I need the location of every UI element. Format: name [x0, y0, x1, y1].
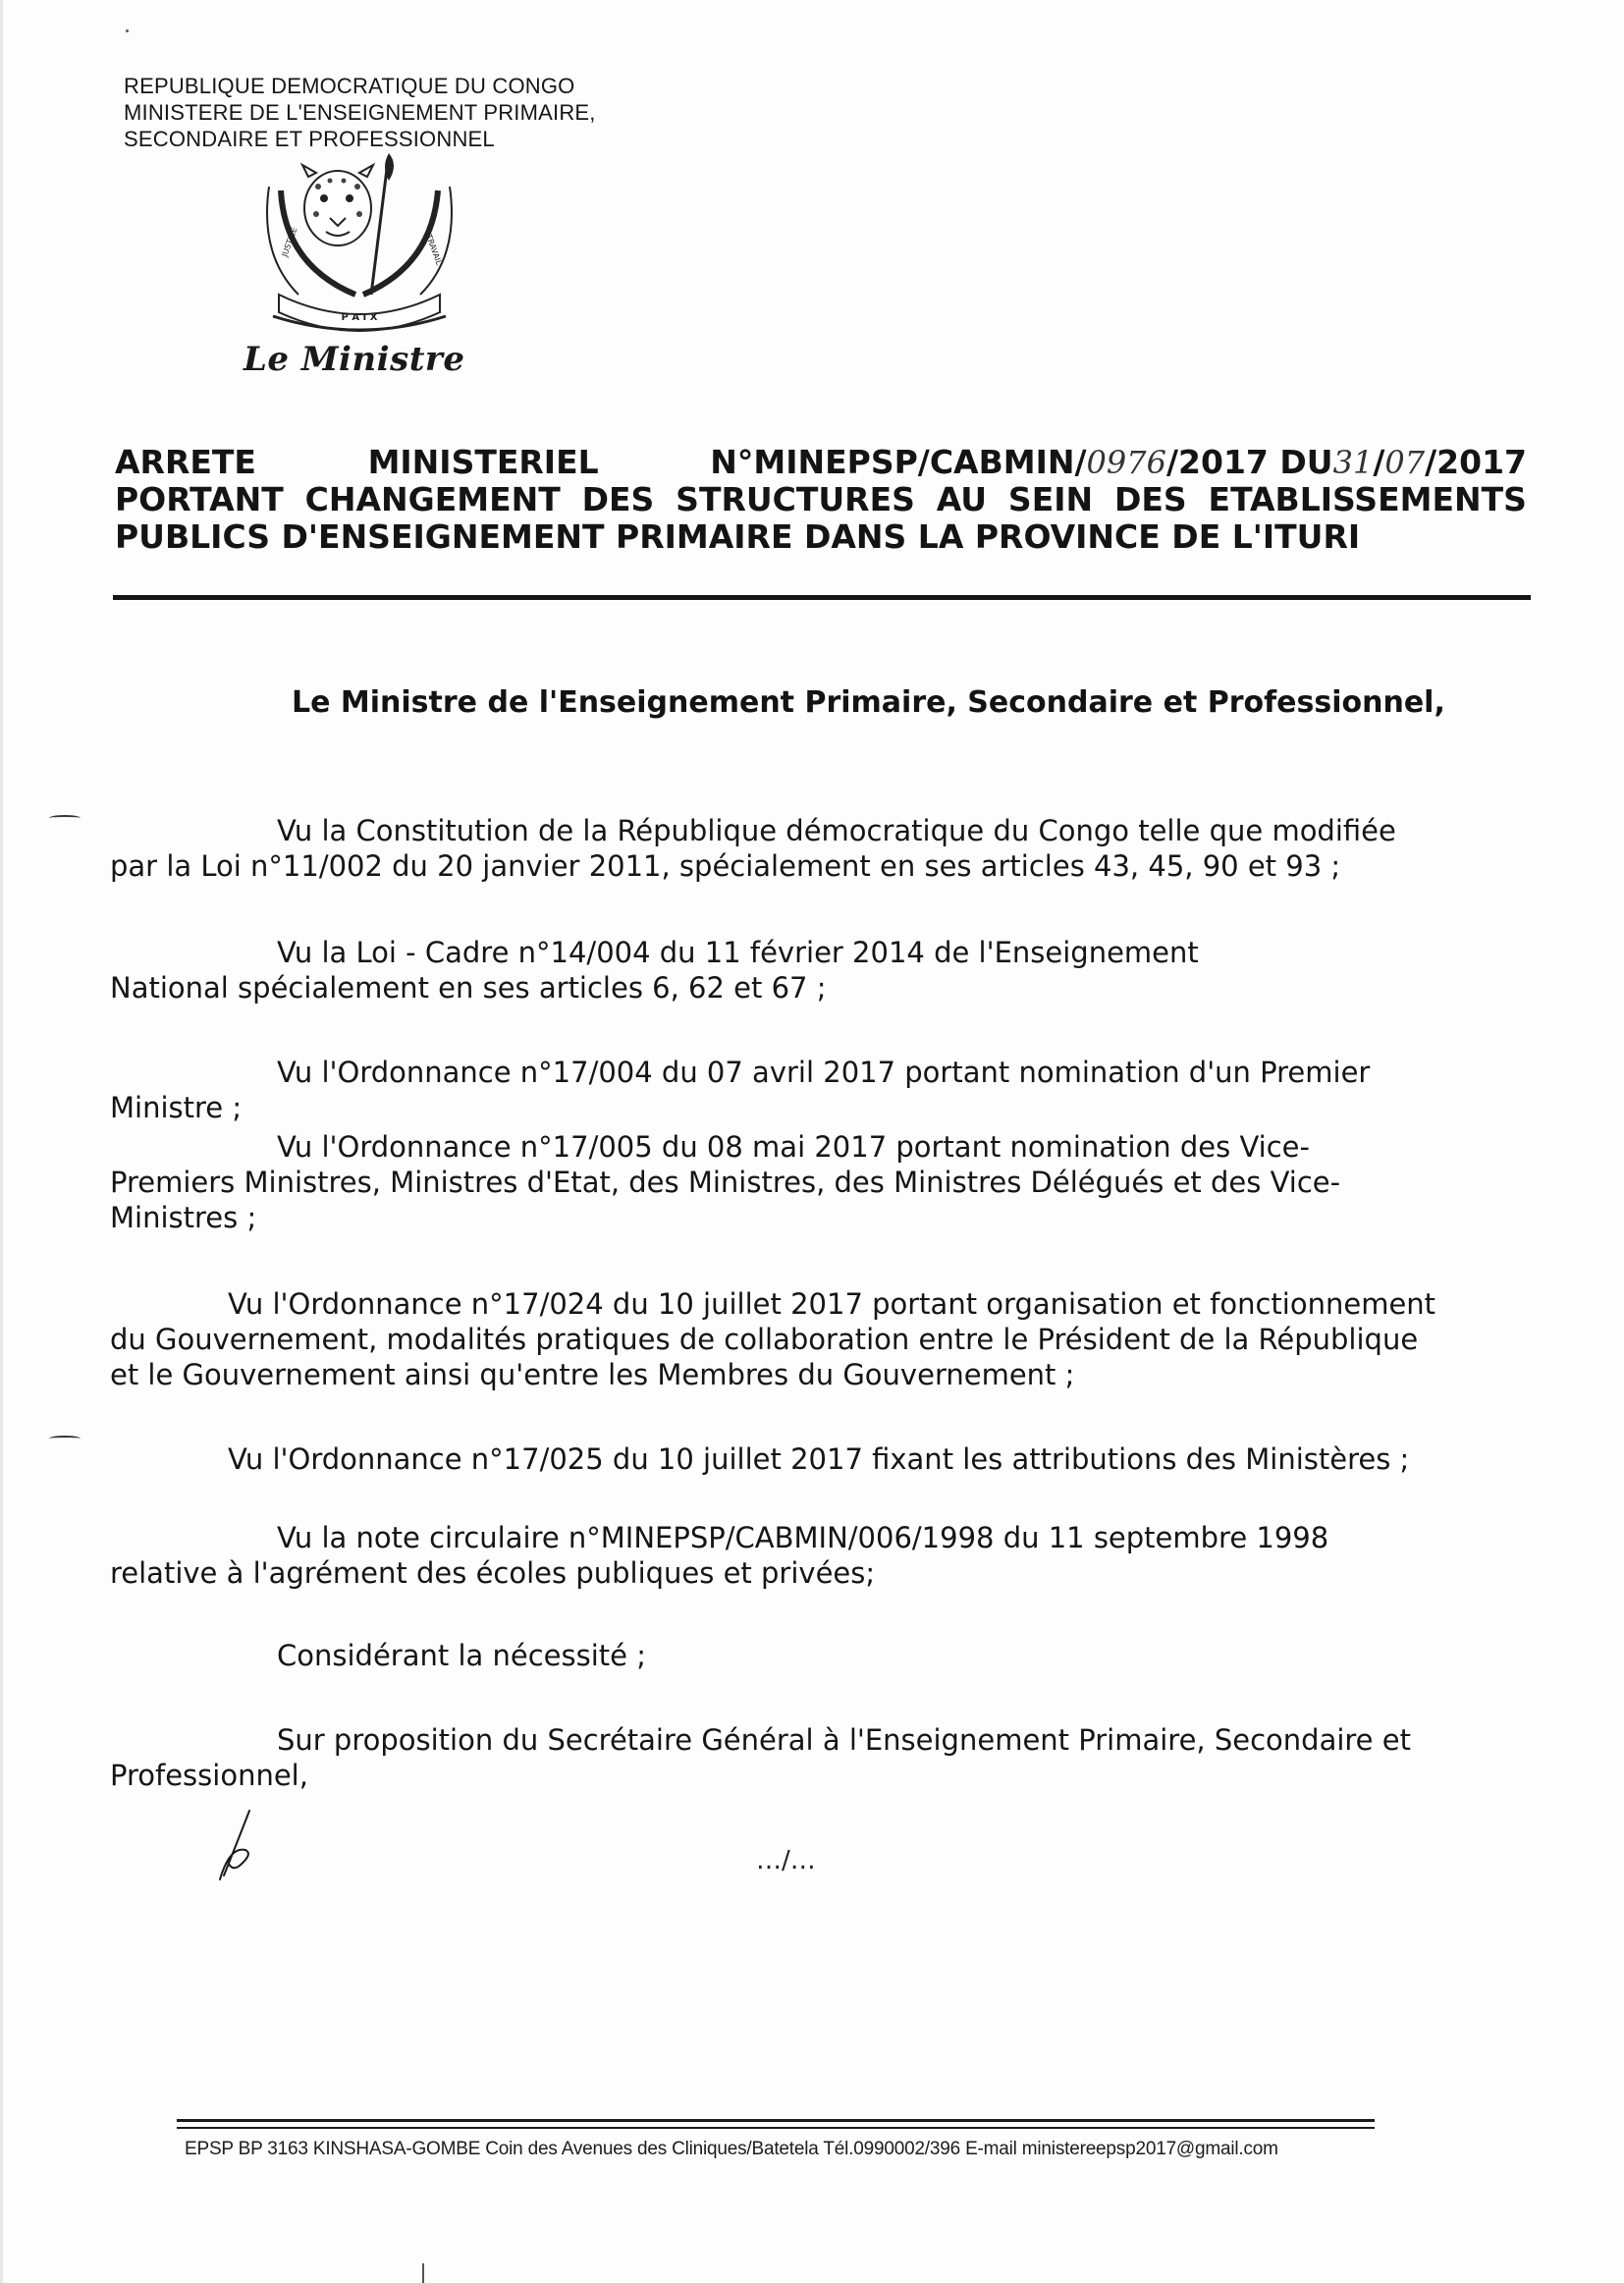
page-continuation-mark: …/… [756, 1846, 816, 1875]
decree-title-line-2 [115, 481, 1527, 518]
letterhead-line-ministry: MINISTERE DE L'ENSEIGNEMENT PRIMAIRE, [124, 100, 596, 125]
title-word: ETABLISSEMENTS [1208, 480, 1527, 518]
recital-proposal: Sur proposition du Secrétaire Général à l'Enseignement Primaire, Secondaire et Professionnel, [110, 1723, 1411, 1792]
margin-mark [49, 815, 81, 821]
letterhead [124, 73, 596, 152]
letterhead-line-ministry-cont: SECONDAIRE ET PROFESSIONNEL [124, 127, 495, 151]
decree-title-line-1 [115, 444, 1527, 481]
svg-text:TRAVAIL: TRAVAIL [424, 233, 444, 267]
title-divider [113, 595, 1531, 600]
recital-ordinance-government: Vu l'Ordonnance n°17/024 du 10 juillet 2017 portant organisation et fonctionnement du Gouvernement, modalités pratiques de collaboration entre le Président de la République et le Gouvernement ainsi qu'entre les Membres du Gouvernement ; [110, 1287, 1436, 1391]
decree-day: 31 [1332, 444, 1374, 481]
title-word: CHANGEMENT [304, 480, 561, 518]
recital-circular-note: Vu la note circulaire n°MINEPSP/CABMIN/006/1998 du 11 septembre 1998 relative à l'agrément des écoles publiques et privées; [110, 1521, 1329, 1590]
letterhead-line-country: REPUBLIQUE DEMOCRATIQUE DU CONGO [124, 74, 575, 98]
recital-ordinance-ministers: Vu l'Ordonnance n°17/005 du 08 mai 2017 portant nomination des Vice- Premiers Ministres, Ministres d'Etat, des Ministres, des Ministres Délégués et des Vice- Ministres ; [110, 1130, 1341, 1234]
margin-mark [49, 1436, 81, 1441]
decree-month: 07 [1384, 444, 1426, 481]
title-word: DES [1113, 480, 1187, 518]
svg-text:P A I X: P A I X [341, 312, 378, 323]
svg-text:JUSTICE: JUSTICE [280, 226, 299, 258]
recital-ordinance-prime-minister: Vu l'Ordonnance n°17/004 du 07 avril 2017 portant nomination d'un Premier Ministre ; [110, 1056, 1371, 1124]
title-word: AU [936, 480, 988, 518]
initials-signature-icon [210, 1807, 279, 1885]
minister-heading: Le Ministre de l'Enseignement Primaire, Secondaire et Professionnel, [292, 685, 1445, 720]
title-word: DES [581, 480, 655, 518]
scan-edge [0, 0, 3, 2283]
title-word: PORTANT [115, 480, 284, 518]
title-word: MINISTERIEL [367, 443, 599, 481]
coat-of-arms-icon [240, 147, 479, 355]
decree-title [115, 444, 1527, 556]
signature-title: Le Ministre [244, 340, 465, 379]
decree-number: 0976 [1086, 444, 1166, 481]
title-word: SEIN [1007, 480, 1094, 518]
recital-constitution: Vu la Constitution de la République démocratique du Congo telle que modifiée par la Loi n°11/002 du 20 janvier 2011, spécialement en ses articles 43, 45, 90 et 93 ; [110, 814, 1396, 883]
recital-ordinance-attributions: Vu l'Ordonnance n°17/025 du 10 juillet 2017 fixant les attributions des Ministères ; [228, 1442, 1410, 1476]
scan-edge-mark [422, 2263, 424, 2283]
decree-reference: N°MINEPSP/CABMIN/0976/2017 DU31/07/2017 [710, 443, 1527, 481]
recital-framework-law: Vu la Loi - Cadre n°14/004 du 11 février 2014 de l'Enseignement National spécialement en ses articles 6, 62 et 67 ; [110, 936, 1199, 1005]
footer-divider [177, 2127, 1375, 2129]
decree-title-line-3: PUBLICS D'ENSEIGNEMENT PRIMAIRE DANS LA PROVINCE DE L'ITURI [115, 517, 1361, 556]
scan-speck [126, 29, 129, 32]
recital-necessity: Considérant la nécessité ; [277, 1639, 646, 1672]
title-word: ARRETE [115, 443, 256, 481]
footer-divider [177, 2119, 1375, 2122]
title-word: STRUCTURES [676, 480, 915, 518]
leopard-head [302, 165, 373, 245]
footer-contact: EPSP BP 3163 KINSHASA-GOMBE Coin des Avenues des Cliniques/Batetela Tél.0990002/396 E-mail ministereepsp2017@gmail.com [185, 2139, 1278, 2159]
